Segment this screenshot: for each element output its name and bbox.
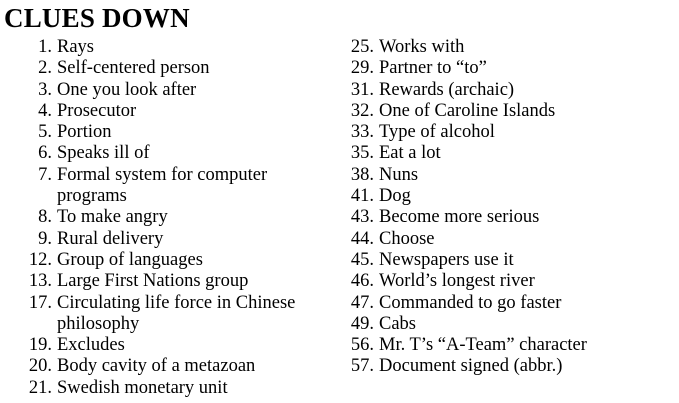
clue-number: 21. (28, 377, 52, 398)
clue-number: 41. (350, 186, 374, 207)
clue-item (0, 335, 330, 356)
clue-number: 35. (350, 143, 374, 164)
clue-number: 2. (38, 58, 52, 79)
clue-text: Rural delivery (57, 228, 164, 249)
clue-item (0, 271, 330, 292)
clue-number: 56. (350, 335, 374, 356)
clue-number: 3. (38, 79, 52, 100)
clue-item (0, 165, 330, 208)
clue-number: 4. (38, 100, 52, 121)
clue-number: 44. (350, 228, 374, 249)
clue-number: 47. (350, 292, 374, 313)
clue-text: Document signed (abbr.) (379, 356, 563, 377)
clue-text: Body cavity of a metazoan (57, 356, 256, 377)
clue-text: Works with (379, 37, 465, 57)
clue-item (344, 250, 679, 271)
clue-text: Nuns (379, 164, 419, 185)
clue-text: Cabs (379, 313, 416, 334)
clue-item (0, 101, 330, 122)
clue-item (344, 143, 679, 164)
clue-number: 19. (28, 335, 52, 356)
clue-number: 17. (28, 292, 52, 313)
clue-text: Become more serious (379, 207, 540, 228)
clue-item (0, 143, 330, 164)
clue-number: 6. (38, 143, 52, 164)
clue-text: Large First Nations group (57, 271, 249, 292)
clue-number: 33. (350, 122, 374, 143)
clue-item (344, 80, 679, 101)
clue-number: 25. (350, 37, 374, 57)
clue-item (0, 250, 330, 271)
clue-item (0, 80, 330, 101)
clue-item (0, 229, 330, 250)
clue-text: Circulating life force in Chinese philosophy (57, 292, 296, 334)
clue-text: Rays (57, 37, 94, 57)
clue-item (344, 186, 679, 207)
clue-text: World’s longest river (379, 271, 535, 292)
clue-item (0, 58, 330, 79)
clue-number: 29. (350, 58, 374, 79)
clue-number: 1. (38, 37, 52, 57)
clues-left-column (0, 37, 330, 399)
clue-item (344, 122, 679, 143)
clue-item (344, 335, 679, 356)
clue-text: One you look after (57, 79, 197, 100)
clue-text: Portion (57, 122, 112, 143)
clue-text: Dog (379, 186, 411, 207)
clue-number: 5. (38, 122, 52, 143)
clue-item (0, 122, 330, 143)
clue-text: Formal system for computer programs (57, 164, 268, 207)
clue-item (344, 207, 679, 228)
clue-text: One of Caroline Islands (379, 100, 556, 121)
clue-text: Excludes (57, 335, 125, 356)
clue-text: Partner to “to” (379, 58, 487, 79)
clue-item (344, 271, 679, 292)
clue-item (0, 293, 330, 336)
clue-text: Swedish monetary unit (57, 377, 228, 398)
clue-item (0, 207, 330, 228)
clue-item (0, 378, 330, 399)
clue-number: 8. (38, 207, 52, 228)
clue-number: 49. (350, 313, 374, 334)
clue-number: 32. (350, 100, 374, 121)
page-title: CLUES DOWN (4, 3, 190, 33)
clue-text: Choose (379, 228, 435, 249)
clue-item (344, 314, 679, 335)
clue-number: 45. (350, 249, 374, 270)
clue-text: Prosecutor (57, 100, 137, 121)
clues-right-column (344, 37, 679, 378)
clue-text: Group of languages (57, 249, 203, 270)
clue-text: Commanded to go faster (379, 292, 562, 313)
clue-number: 12. (28, 249, 52, 270)
clue-text: To make angry (57, 207, 168, 228)
clue-text: Speaks ill of (57, 143, 150, 164)
clue-number: 43. (350, 207, 374, 228)
clue-number: 46. (350, 271, 374, 292)
clue-item (0, 37, 330, 58)
clue-text: Mr. T’s “A-Team” character (379, 335, 587, 356)
clue-text: Self-centered person (57, 58, 210, 79)
clue-item (344, 165, 679, 186)
clue-number: 9. (38, 228, 52, 249)
clue-number: 20. (28, 356, 52, 377)
clue-number: 13. (28, 271, 52, 292)
clue-item (344, 101, 679, 122)
clue-item (344, 356, 679, 377)
clue-item (0, 356, 330, 377)
clue-number: 31. (350, 79, 374, 100)
clue-item (344, 58, 679, 79)
clue-number: 57. (350, 356, 374, 377)
clue-text: Eat a lot (379, 143, 441, 164)
clue-item (344, 229, 679, 250)
clue-item (344, 37, 679, 58)
clue-text: Rewards (archaic) (379, 79, 515, 100)
clue-number: 38. (350, 164, 374, 185)
clue-item (344, 293, 679, 314)
clue-text: Newspapers use it (379, 249, 514, 270)
clue-text: Type of alcohol (379, 122, 495, 143)
clue-number: 7. (38, 164, 52, 185)
